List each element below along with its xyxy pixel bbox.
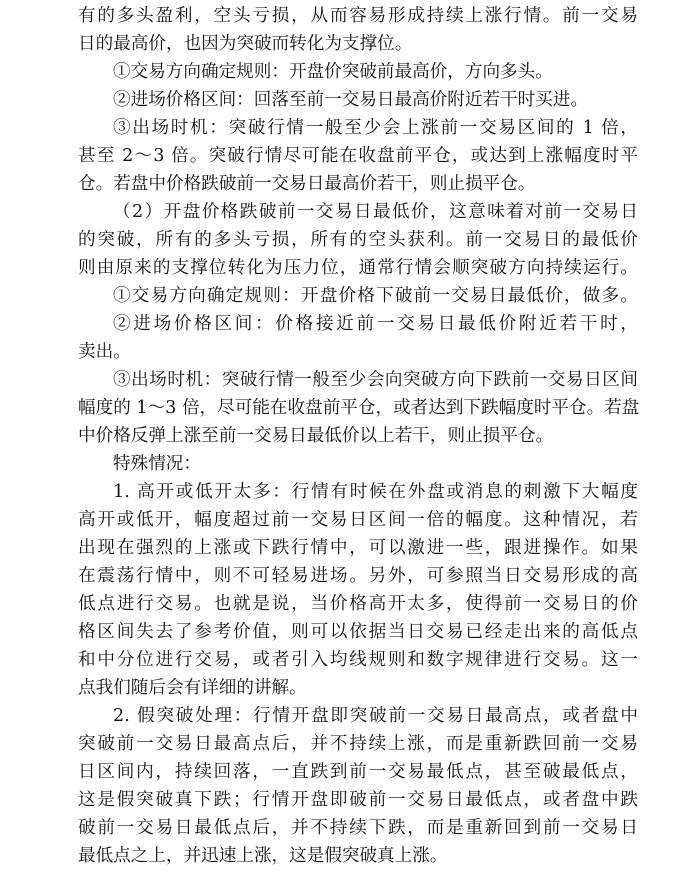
- text-line: 突破前一交易日最高点后，并不持续上涨，而是重新跌回前一交易: [78, 734, 638, 754]
- text-line: 这是假突破真下跌；行情开盘即破前一交易日最低点，或者盘中跌: [78, 790, 638, 810]
- text-line: 则由原来的支撑位转化为压力位，通常行情会顺突破方向持续运行。: [78, 258, 638, 278]
- text-line: （2）开盘价格跌破前一交易日最低价，这意味着对前一交易日: [113, 202, 638, 222]
- text-line: 破前一交易日最低点后，并不持续下跌，而是重新回到前一交易日: [78, 818, 638, 838]
- text-line: 在震荡行情中，则不可轻易进场。另外，可参照当日交易形成的高: [78, 566, 638, 586]
- text-line: 日区间内，持续回落，一直跌到前一交易最低点，甚至破最低点，: [78, 762, 638, 782]
- text-line: 日的最高价，也因为突破而转化为支撑位。: [78, 34, 413, 54]
- text-line: ③出场时机：突破行情一般至少会向突破方向下跌前一交易日区间: [113, 370, 638, 390]
- text-line: 出现在强烈的上涨或下跌行情中，可以激进一些，跟进操作。如果: [78, 538, 638, 558]
- text-line: 的突破，所有的多头亏损，所有的空头获利。前一交易日的最低价: [78, 230, 638, 250]
- text-line: 高开或低开，幅度超过前一交易日区间一倍的幅度。这种情况，若: [78, 510, 638, 530]
- text-line: 和中分位进行交易，或者引入均线规则和数字规律进行交易。这一: [78, 650, 638, 670]
- text-line: 仓。若盘中价格跌破前一交易日最高价若干，则止损平仓。: [78, 174, 536, 194]
- text-line: ①交易方向确定规则：开盘价格下破前一交易日最低价，做多。: [113, 286, 638, 306]
- text-line: ③出场时机：突破行情一般至少会上涨前一交易区间的 1 倍，: [113, 118, 638, 138]
- text-line: 甚至 2～3 倍。突破行情尽可能在收盘前平仓，或达到上涨幅度时平: [78, 146, 638, 166]
- text-line: 1. 高开或低开太多：行情有时候在外盘或消息的刺激下大幅度: [113, 482, 638, 502]
- text-line: 中价格反弹上涨至前一交易日最低价以上若干，则止损平仓。: [78, 426, 554, 446]
- text-line: 格区间失去了参考价值，则可以依据当日交易已经走出来的高低点: [78, 622, 638, 642]
- text-line: 特殊情况：: [113, 454, 201, 474]
- text-line: 有的多头盈利，空头亏损，从而容易形成持续上涨行情。前一交易: [78, 6, 638, 26]
- text-line: 点我们随后会有详细的讲解。: [78, 678, 307, 698]
- text-line: 低点进行交易。也就是说，当价格高开太多，使得前一交易日的价: [78, 594, 638, 614]
- text-line: ②进场价格区间：价格接近前一交易日最低价附近若干时，: [113, 314, 638, 334]
- text-line: 幅度的 1～3 倍，尽可能在收盘前平仓，或者达到下跌幅度时平仓。若盘: [78, 398, 640, 418]
- text-line: ②进场价格区间：回落至前一交易日最高价附近若干时买进。: [113, 90, 589, 110]
- text-line: 卖出。: [78, 342, 131, 362]
- text-line: ①交易方向确定规则：开盘价突破前最高价，方向多头。: [113, 62, 553, 82]
- text-line: 2. 假突破处理：行情开盘即突破前一交易日最高点，或者盘中: [113, 706, 638, 726]
- text-line: 最低点之上，并迅速上涨，这是假突破真上涨。: [78, 846, 448, 866]
